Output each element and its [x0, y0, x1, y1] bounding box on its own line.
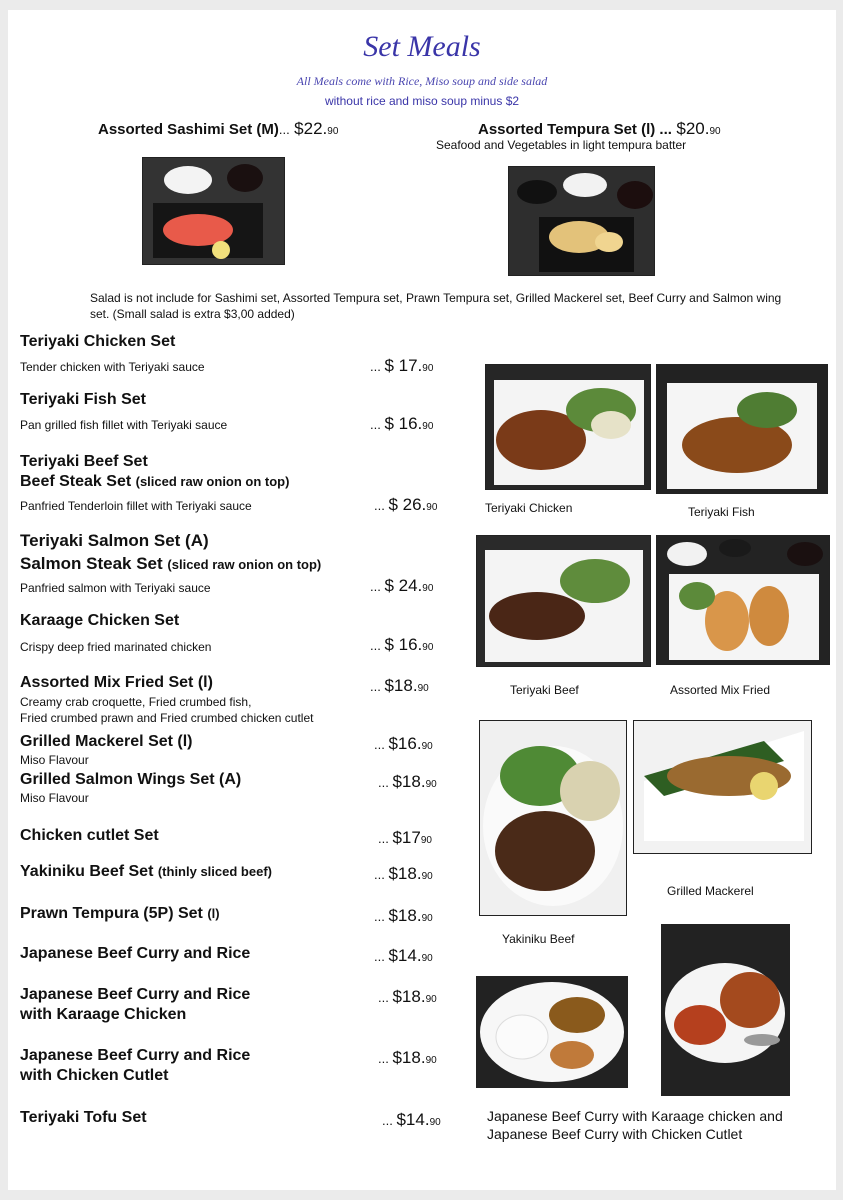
item-name: Yakiniku Beef Set (thinly sliced beef) — [20, 863, 272, 880]
item-price: ... $18.90 — [374, 906, 433, 925]
photo-curry-karaage — [476, 976, 628, 1088]
item-price: ... $18.90 — [378, 1048, 437, 1067]
photo-teriyaki-chicken — [485, 364, 651, 490]
item-name: Japanese Beef Curry and Rice — [20, 986, 251, 1003]
item-price: ... $14.90 — [374, 946, 433, 965]
caption-curry-line2: Japanese Beef Curry with Chicken Cutlet — [487, 1126, 743, 1142]
caption-teriyaki-beef: Teriyaki Beef — [510, 683, 579, 697]
item-price: ... $18.90 — [378, 987, 437, 1006]
item-name: Grilled Mackerel Set (l) — [20, 733, 193, 750]
photo-assorted-mix-fried — [656, 535, 830, 665]
item-price: ... $ 24.90 — [370, 576, 434, 595]
photo-tempura-set — [508, 166, 655, 276]
item-name: Prawn Tempura (5P) Set (l) — [20, 905, 220, 922]
photo-teriyaki-beef — [476, 535, 651, 667]
item-name: Teriyaki Fish Set — [20, 391, 146, 408]
item-price: ... $ 26.90 — [374, 495, 438, 514]
item-description: Seafood and Vegetables in light tempura batter — [436, 138, 687, 152]
item-name: Assorted Sashimi Set (M) — [98, 121, 279, 138]
item-description: Tender chicken with Teriyaki sauce — [20, 360, 205, 374]
photo-yakiniku-beef — [479, 720, 627, 916]
caption-curry — [487, 1107, 783, 1143]
subtitle: All Meals come with Rice, Miso soup and side salad — [296, 74, 548, 88]
item-name-alt: with Chicken Cutlet — [20, 1067, 169, 1084]
item-description: Crispy deep fried marinated chicken — [20, 640, 212, 654]
caption-teriyaki-fish: Teriyaki Fish — [688, 505, 755, 519]
item-name: Assorted Tempura Set (l) ... — [478, 121, 672, 138]
item-description: Panfried Tenderloin fillet with Teriyaki sauce — [20, 499, 252, 513]
item-name: Japanese Beef Curry and Rice — [20, 945, 251, 962]
item-name-alt: Beef Steak Set (sliced raw onion on top) — [20, 473, 290, 490]
caption-assorted-mix-fried: Assorted Mix Fried — [670, 683, 771, 697]
item-price: ... $ 16.90 — [370, 635, 434, 654]
item-name: Teriyaki Tofu Set — [20, 1109, 147, 1126]
photo-grilled-mackerel — [633, 720, 812, 854]
item-description: Fried crumbed prawn and Fried crumbed chicken cutlet — [20, 711, 314, 725]
item-price: $22.90 — [294, 119, 339, 138]
item-name: Karaage Chicken Set — [20, 612, 180, 629]
caption-yakiniku-beef: Yakiniku Beef — [502, 932, 575, 946]
item-name: Teriyaki Beef Set — [20, 453, 148, 470]
photo-teriyaki-fish — [656, 364, 828, 494]
featured-sashimi — [98, 119, 338, 139]
page-title: Set Meals — [363, 30, 481, 63]
item-price: ... $18.90 — [370, 676, 429, 695]
item-description: Panfried salmon with Teriyaki sauce — [20, 581, 211, 595]
item-price: ... $16.90 — [374, 734, 433, 753]
item-name-alt: with Karaage Chicken — [20, 1006, 187, 1023]
item-description: Miso Flavour — [20, 791, 89, 805]
item-name: Japanese Beef Curry and Rice — [20, 1047, 251, 1064]
rice-note: without rice and miso soup minus $2 — [324, 94, 520, 108]
item-name-alt: Salmon Steak Set (sliced raw onion on top) — [20, 554, 322, 573]
item-price: ... $14.90 — [382, 1110, 441, 1129]
caption-grilled-mackerel: Grilled Mackerel — [667, 884, 754, 898]
item-description: Pan grilled fish fillet with Teriyaki sauce — [20, 418, 228, 432]
featured-tempura — [478, 119, 721, 139]
salad-note: Salad is not include for Sashimi set, Assorted Tempura set, Prawn Tempura set, Grilled Mackerel set, Beef Curry and Salmon wing set. (Small salad is extra $3,00 added) — [90, 291, 782, 321]
item-price: ... $ 16.90 — [370, 414, 434, 433]
photo-sashimi-set — [142, 157, 285, 265]
photo-curry-chicken-cutlet — [661, 924, 790, 1096]
caption-curry-line1: Japanese Beef Curry with Karaage chicken and — [487, 1108, 783, 1124]
menu-page — [8, 10, 836, 1190]
item-price: ... $18.90 — [378, 772, 437, 791]
item-price: ... $1790 — [378, 828, 432, 847]
item-price: $20.90 — [676, 119, 721, 138]
item-price: ... $ 17.90 — [370, 356, 434, 375]
item-name: Assorted Mix Fried Set (l) — [20, 674, 213, 691]
item-description: Creamy crab croquette, Fried crumbed fish, — [20, 695, 252, 709]
item-name: Teriyaki Salmon Set (A) — [20, 531, 209, 550]
item-name: Chicken cutlet Set — [20, 827, 159, 844]
item-dots: ... — [278, 122, 290, 137]
item-name: Teriyaki Chicken Set — [20, 333, 176, 350]
caption-teriyaki-chicken: Teriyaki Chicken — [485, 501, 573, 515]
item-name: Grilled Salmon Wings Set (A) — [20, 771, 242, 788]
item-description: Miso Flavour — [20, 753, 89, 767]
item-price: ... $18.90 — [374, 864, 433, 883]
